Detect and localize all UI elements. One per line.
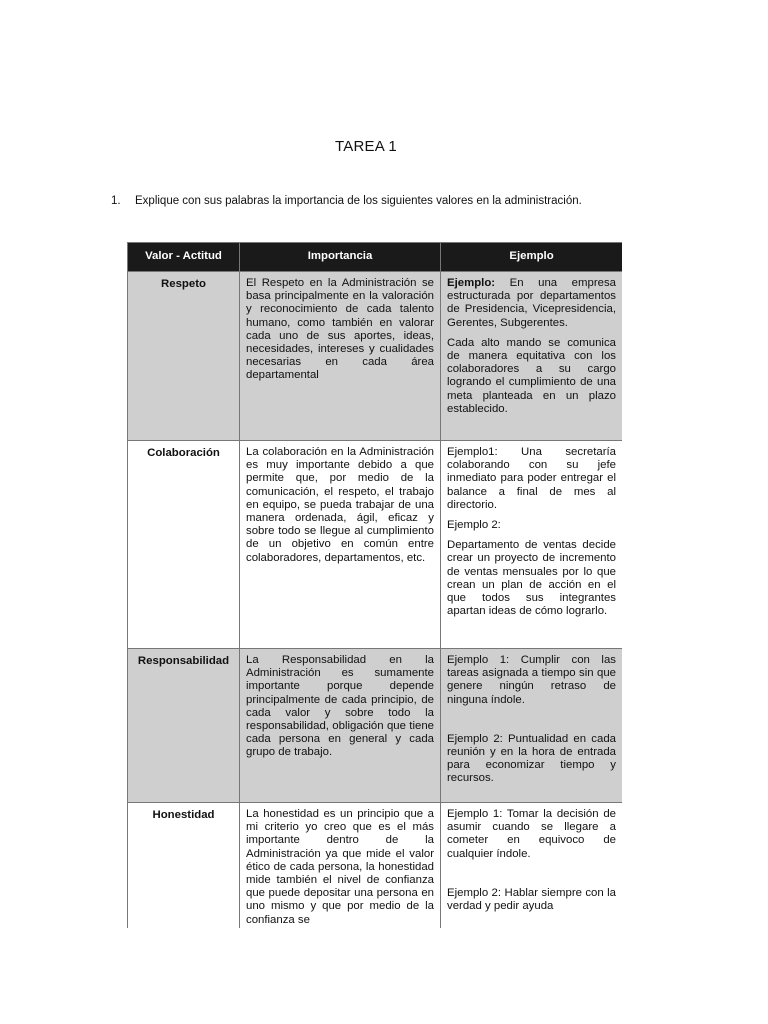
values-table: [127, 242, 622, 928]
ejemplo-paragraph: Cada alto mando se comunica de manera equitativa con los colaboradores a su cargo logrando el cumplimiento de una meta planteada en un plazo establecido.: [447, 336, 616, 415]
ejemplo-paragraph: Ejemplo1: Una secretaría colaborando con su jefe inmediato para poder entregar el balance a final de mes al directorio.: [447, 446, 616, 511]
ejemplo-paragraph: Ejemplo 2: Puntualidad en cada reunión y en la hora de entrada para economizar tiempo y recursos.: [447, 732, 616, 785]
cell-importancia-honestidad: La honestidad es un principio que a mi criterio yo creo que es el más importante dentro de la Administración ya que mide el valor ético de cada persona, la honestidad mide también el nivel de confianza que puede depositar una persona en uno mismo y que por medio de la confianza se: [240, 803, 441, 929]
cell-ejemplo-respeto: [441, 272, 623, 441]
cell-valor-respeto: Respeto: [128, 272, 240, 441]
cell-ejemplo-responsabilidad: [441, 649, 623, 803]
table-header-row: [128, 243, 623, 272]
ejemplo-paragraph: Ejemplo 2: Hablar siempre con la verdad y pedir ayuda: [447, 886, 616, 913]
header-ejemplo: Ejemplo: [441, 243, 623, 272]
cell-valor-responsabilidad: Responsabilidad: [128, 649, 240, 803]
ejemplo-paragraph: Ejemplo 2:: [447, 519, 501, 532]
cell-ejemplo-colaboracion: [441, 441, 623, 649]
cell-importancia-respeto: El Respeto en la Administración se basa principalmente en la valoración y reconocimiento de cada talento humano, como también en valorar cada uno de sus aportes, ideas, necesidades, intereses y cualidades necesarias en cada área departamental: [240, 272, 441, 441]
ejemplo-paragraph: Departamento de ventas decide crear un proyecto de incremento de ventas mensuales por lo que crean un plan de acción en el que todos sus integrantes apartan ideas de cómo lograrlo.: [447, 539, 616, 618]
table-row-respeto: [128, 272, 623, 441]
question-number: 1.: [111, 195, 121, 207]
cell-importancia-responsabilidad: La Responsabilidad en la Administración es sumamente importante porque depende principalmente de cada principio, de cada valor y sobre todo la responsabilidad, obligación que tiene cada persona en general y cada grupo de trabajo.: [240, 649, 441, 803]
table-row-colaboracion: [128, 441, 623, 649]
question-1: [111, 195, 582, 207]
ejemplo-lead: Ejemplo:: [447, 277, 496, 289]
page-title: TAREA 1: [335, 138, 397, 155]
ejemplo-paragraph: Ejemplo 1: Tomar la decisión de asumir cuando se llegare a cometer en equivoco de cualquier índole.: [447, 808, 616, 860]
header-importancia: Importancia: [240, 243, 441, 272]
cell-valor-honestidad: Honestidad: [128, 803, 240, 929]
values-table-container: [127, 242, 622, 928]
cell-ejemplo-honestidad: [441, 803, 623, 929]
table-row-honestidad: [128, 803, 623, 929]
ejemplo-paragraph: Ejemplo 1: Cumplir con las tareas asignada a tiempo sin que genere ningún retraso de ninguna índole.: [447, 654, 616, 706]
ejemplo-paragraph: [447, 277, 616, 330]
cell-valor-colaboracion: Colaboración: [128, 441, 240, 649]
question-text: Explique con sus palabras la importancia de los siguientes valores en la administración.: [135, 195, 582, 207]
ejemplo-text: En una empresa estructurada por departamentos de Presidencia, Vicepresidencia, Gerentes, Subgerentes.: [447, 277, 616, 329]
table-row-responsabilidad: [128, 649, 623, 803]
header-valor-actitud: Valor - Actitud: [128, 243, 240, 272]
cell-importancia-colaboracion: La colaboración en la Administración es muy importante debido a que permite que, por medio de la comunicación, el respeto, el trabajo en equipo, se pueda trabajar de una manera ordenada, ágil, eficaz y sobre todo se llegue al cumplimiento de un objetivo en común entre colaboradores, departamentos, etc.: [240, 441, 441, 649]
